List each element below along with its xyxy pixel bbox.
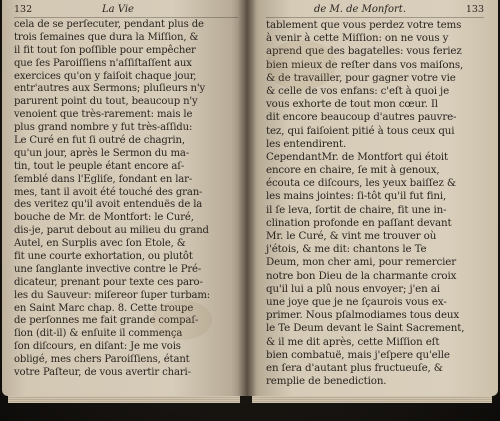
text-line: mes, tant il avoit été touché des gran- bbox=[14, 186, 203, 198]
text-line: qu'un jour, après le Sermon du ma- bbox=[14, 147, 190, 159]
text-line: Mr. le Curé, & vint me trouver où bbox=[266, 230, 437, 242]
text-line: dicateur, prenant pour texte ces paro- bbox=[14, 276, 203, 288]
text-line: aprend que des bagatelles: vous feriez bbox=[266, 45, 462, 58]
text-line: bien combatuë, mais j'eſpere qu'elle bbox=[266, 348, 450, 361]
text-line: il ſe leva, ſortit de chaire, fit une in- bbox=[266, 203, 447, 216]
text-line: une ſanglante invective contre le Pré- bbox=[14, 263, 202, 275]
text-line: bien mieux de reſter dans vos maiſons, bbox=[266, 58, 464, 71]
right-page-text bbox=[266, 19, 484, 388]
text-line: qu'il lui a plû nous envoyer; j'en ai bbox=[266, 282, 440, 295]
right-running-head bbox=[266, 3, 484, 18]
text-line: ſemblé dans l'Egliſe, fondant en lar- bbox=[14, 173, 193, 185]
text-line: tin, tout le peuple étant encore aſ- bbox=[14, 160, 185, 172]
text-line: ſon diſcours, en diſant: Je me vois bbox=[14, 341, 181, 353]
text-line: clination profonde en paſſant devant bbox=[266, 216, 452, 229]
text-line: des veritez qu'il avoit entenduës de la bbox=[14, 199, 203, 211]
text-line: & celle de vos enfans: c'eſt à quoi je bbox=[266, 84, 450, 97]
text-line: obligé, mes chers Paroiſſiens, étant bbox=[14, 354, 190, 366]
text-line: en ſera d'autant plus fructueuſe, & bbox=[266, 361, 443, 374]
text-line: bouche de Mr. de Montfort: le Curé, bbox=[14, 212, 194, 224]
text-line: remplie de benediction. bbox=[266, 375, 387, 388]
left-page-edges bbox=[8, 396, 240, 403]
text-line: parurent point du tout, beaucoup n'y bbox=[14, 96, 198, 108]
text-line: tablement que vous perdez votre tems bbox=[266, 19, 462, 31]
text-line: en Saint Marc chap. 8. Cette troupe bbox=[14, 302, 194, 314]
text-line: à venir à cette Miſſion: on ne vous y bbox=[266, 32, 449, 45]
text-line: & il me dit après, cette Miſſion eſt bbox=[266, 335, 440, 348]
text-line: Deum, mon cher ami, pour remercier bbox=[266, 256, 456, 269]
text-line: Autel, en Surplis avec ſon Etole, & bbox=[14, 238, 186, 250]
left-running-head bbox=[14, 3, 238, 18]
text-line: les du Sauveur: miſereor ſuper turbam: bbox=[14, 289, 211, 301]
left-running-title: La Vie bbox=[102, 4, 134, 15]
text-line: tez, qui faiſoient pitié à tous ceux qui bbox=[266, 124, 455, 137]
text-line: encore en chaire, ſe mit à genoux, bbox=[266, 164, 440, 177]
text-line: écouta ce diſcours, les yeux baiſſez & bbox=[266, 177, 456, 190]
right-running-title: de M. de Monfort. bbox=[314, 4, 406, 15]
text-line: votre Paſteur, de vous avertir chari- bbox=[14, 367, 191, 379]
text-line: plus grand nombre y fut très-aſſidu: bbox=[14, 122, 193, 134]
text-line: vous exhorte de tout mon cœur. Il bbox=[266, 98, 438, 111]
text-line: primer. Nous pſalmodiames tous deux bbox=[266, 309, 460, 322]
text-line: les mains jointes: ſi-tôt qu'il fut fini, bbox=[266, 190, 447, 203]
text-line: cela de se perſecuter, pendant plus de bbox=[14, 19, 204, 30]
text-line: dit encore beaucoup d'autres pauvre- bbox=[266, 111, 457, 124]
text-line: trois ſemaines que dura la Miſſion, & bbox=[14, 31, 199, 43]
text-line: ſion (dit-il) & enſuite il commença bbox=[14, 328, 183, 340]
text-line: Le Curé en fut ſi outré de chagrin, bbox=[14, 135, 185, 147]
right-page-edges bbox=[252, 396, 492, 403]
text-line: exercices qu'on y faiſoit chaque jour, bbox=[14, 70, 197, 82]
text-line: CependantMr. de Montfort qui étoit bbox=[266, 150, 449, 163]
text-line: les entendirent. bbox=[266, 137, 347, 150]
text-line: il fit tout ſon poſſible pour empêcher bbox=[14, 44, 196, 56]
text-line: une joye que je ne ſçaurois vous ex- bbox=[266, 295, 447, 308]
left-page-number: 132 bbox=[14, 4, 33, 15]
text-line: entr'autres aux Sermons; pluſieurs n'y bbox=[14, 83, 206, 95]
text-line: le Te Deum devant le Saint Sacrement, bbox=[266, 322, 465, 335]
text-line: de perſonnes me fait grande compaſ- bbox=[14, 315, 199, 327]
open-book bbox=[2, 0, 498, 403]
text-line: j'étois, & me dit: chantons le Te bbox=[266, 243, 427, 256]
left-page-text bbox=[14, 19, 238, 380]
right-page-number: 133 bbox=[465, 4, 484, 15]
left-page bbox=[2, 0, 246, 396]
text-line: dis-je, parut debout au milieu du grand bbox=[14, 225, 209, 237]
text-line: fit une courte exhortation, ou plutôt bbox=[14, 251, 193, 263]
text-line: venoient que très-rarement: mais le bbox=[14, 109, 193, 121]
text-line: & de travailler, pour gagner votre vie bbox=[266, 71, 456, 84]
right-page bbox=[246, 0, 498, 396]
text-line: notre bon Dieu de la charmante croix bbox=[266, 269, 457, 282]
text-line: que ſes Paroiſſiens n'aſſiſtaſſent aux bbox=[14, 57, 192, 69]
